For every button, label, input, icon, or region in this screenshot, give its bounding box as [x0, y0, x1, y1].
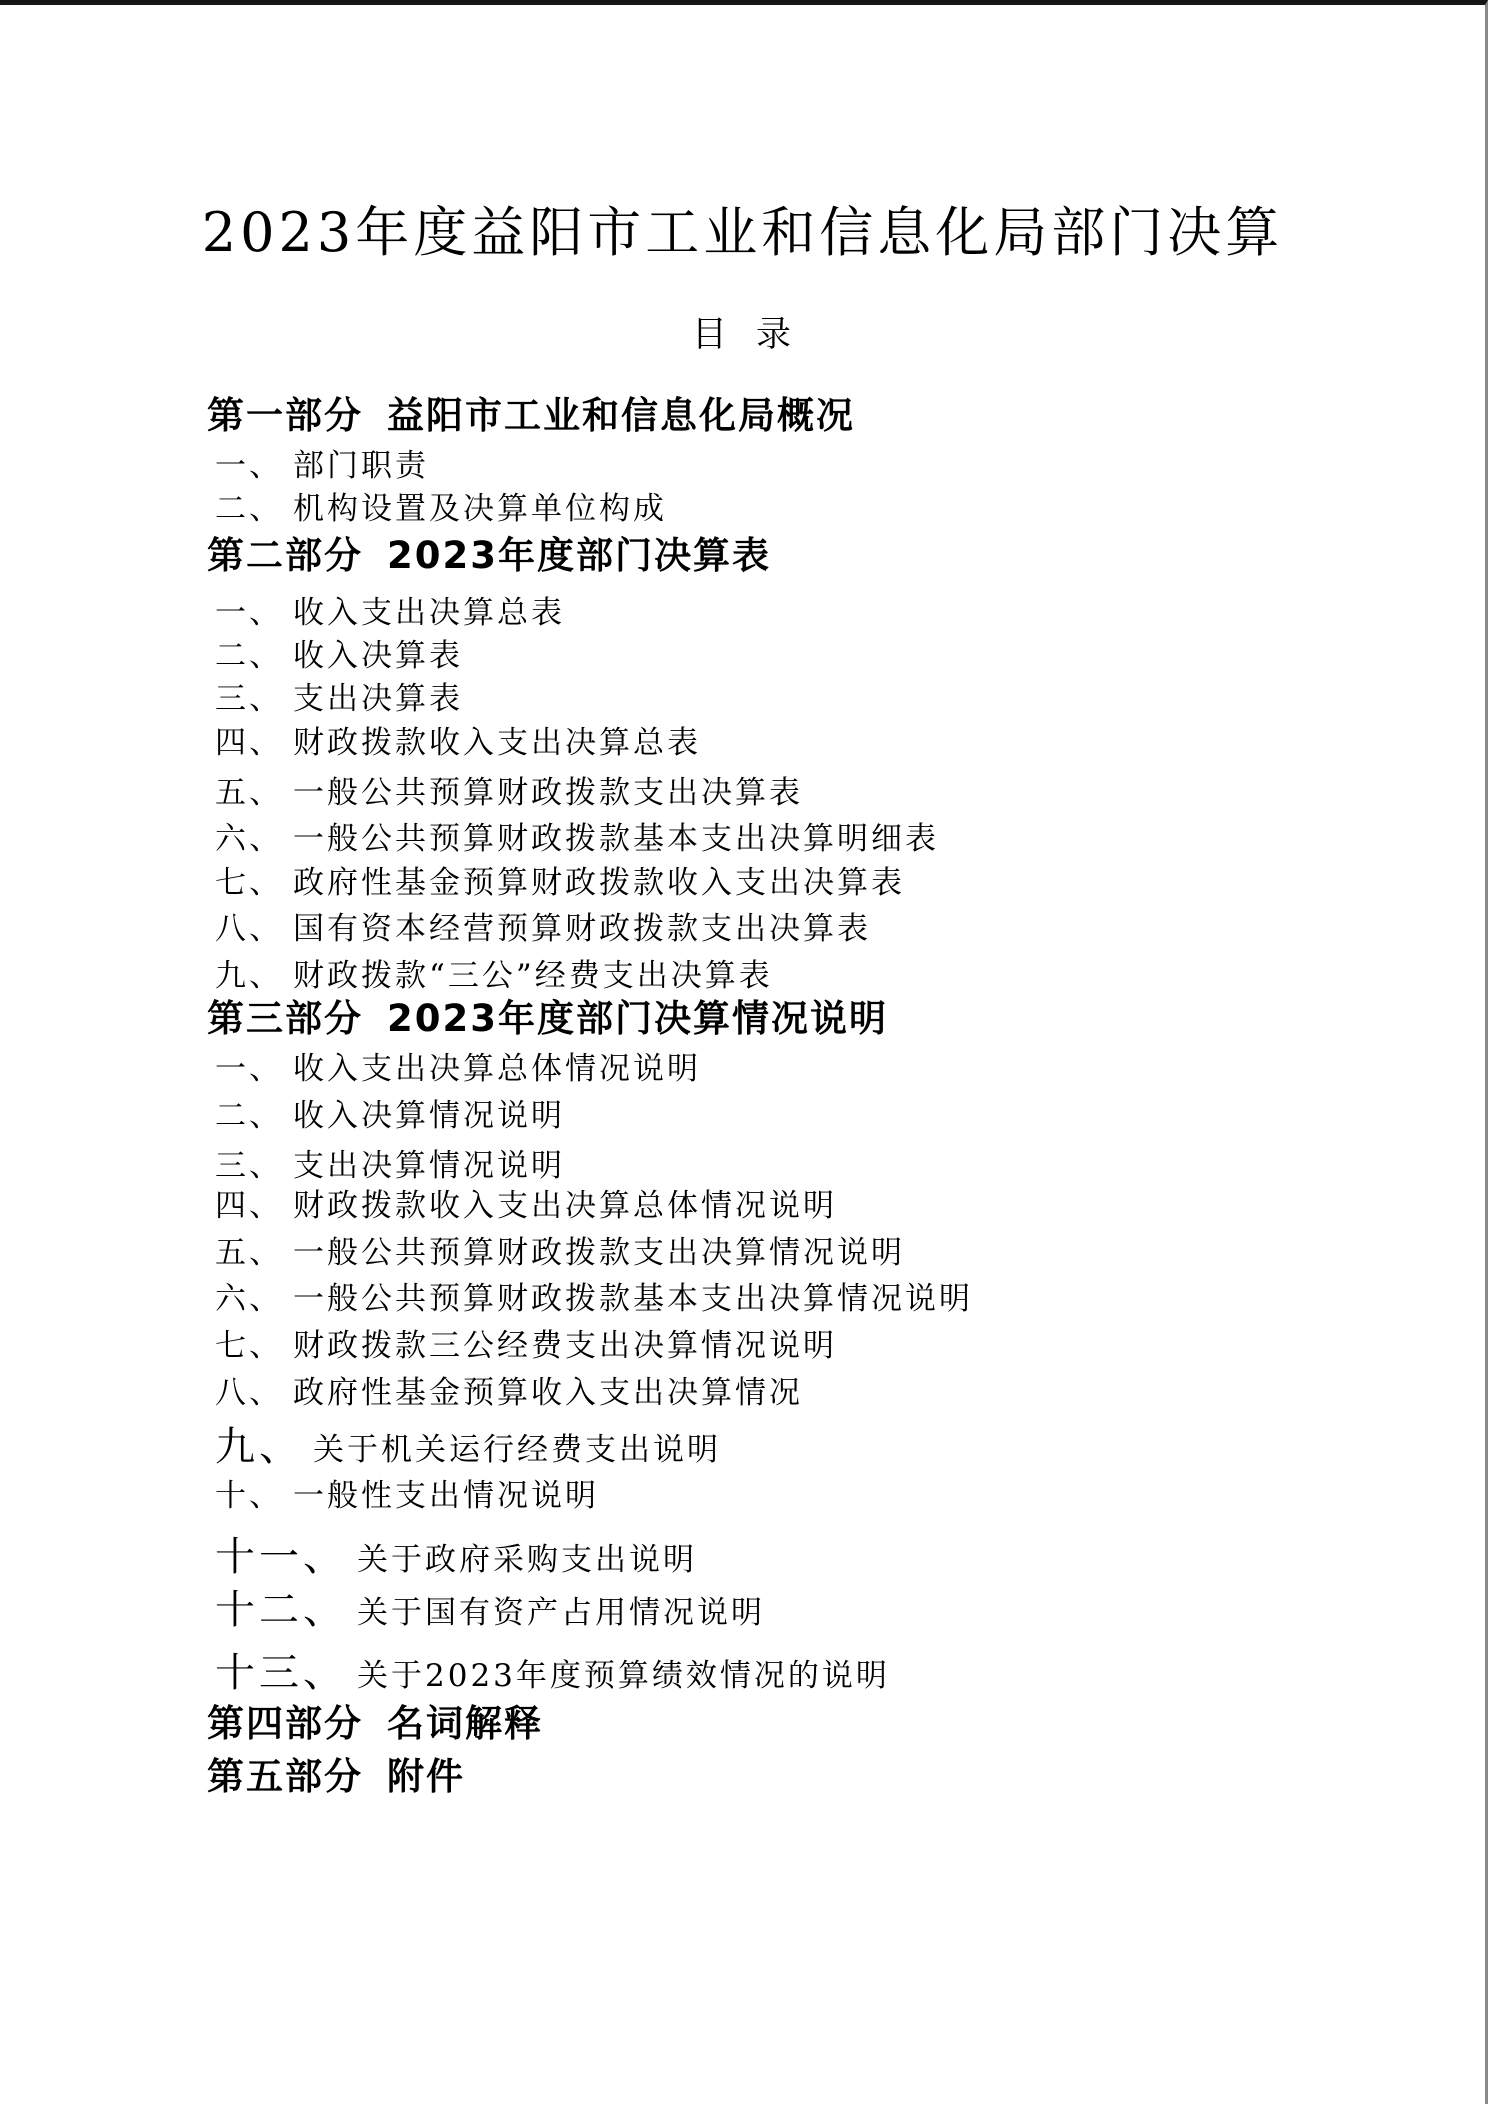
- toc-item: [215, 1367, 803, 1412]
- item-number: 十、: [215, 1478, 283, 1514]
- item-text: 关于国有资产占用情况说明: [357, 1595, 765, 1631]
- item-number: 七、: [215, 865, 283, 901]
- item-number: 四、: [215, 1188, 283, 1224]
- item-number: 二、: [215, 491, 283, 527]
- toc-item: [215, 1090, 565, 1135]
- toc-item: [215, 1470, 599, 1515]
- toc-item: [215, 813, 939, 858]
- part-heading-5: [207, 1746, 465, 1800]
- part-label: 第五部分: [207, 1755, 363, 1798]
- item-text: 关于2023年度预算绩效情况的说明: [357, 1658, 890, 1694]
- item-number: 一、: [215, 448, 283, 484]
- item-number: 五、: [215, 1235, 283, 1271]
- toc-item: [215, 587, 565, 632]
- item-text: 收入支出决算总表: [293, 595, 565, 631]
- toc-item: [215, 440, 429, 485]
- item-number: 七、: [215, 1328, 283, 1364]
- item-text: 财政拨款“三公”经费支出决算表: [293, 958, 773, 994]
- item-number: 二、: [215, 638, 283, 674]
- toc-item: [215, 717, 701, 762]
- item-number: 六、: [215, 1281, 283, 1317]
- toc-item: [215, 1525, 697, 1582]
- toc-item: [215, 483, 667, 528]
- part-heading-2: [207, 525, 771, 579]
- part-heading-4: [207, 1693, 543, 1747]
- toc-item: [215, 1043, 701, 1088]
- item-text: 关于政府采购支出说明: [357, 1542, 697, 1578]
- item-number: 九、: [215, 1424, 303, 1470]
- item-text: 部门职责: [293, 448, 429, 484]
- part-label: 第二部分: [207, 534, 363, 577]
- item-number: 九、: [215, 958, 283, 994]
- item-text: 支出决算表: [293, 681, 463, 717]
- toc-item: [215, 630, 463, 675]
- item-text: 收入支出决算总体情况说明: [293, 1051, 701, 1087]
- part-label: 第四部分: [207, 1702, 363, 1745]
- toc-item: [215, 673, 463, 718]
- toc-item: [215, 1180, 837, 1225]
- item-number: 八、: [215, 911, 283, 947]
- item-number: 一、: [215, 1051, 283, 1087]
- item-text: 关于机关运行经费支出说明: [313, 1432, 721, 1468]
- item-number: 六、: [215, 821, 283, 857]
- document-title: 2023年度益阳市工业和信息化局部门决算: [201, 201, 1284, 264]
- item-number: 一、: [215, 595, 283, 631]
- toc-item: [215, 903, 871, 948]
- part-title: 2023年度部门决算表: [387, 534, 771, 577]
- item-number: 十一、: [215, 1534, 347, 1580]
- toc-item: [215, 857, 905, 902]
- part-label: 第三部分: [207, 997, 363, 1040]
- toc-item: [215, 1320, 837, 1365]
- item-text: 一般公共预算财政拨款基本支出决算情况说明: [293, 1281, 973, 1317]
- item-number: 二、: [215, 1098, 283, 1134]
- item-text: 财政拨款收入支出决算总体情况说明: [293, 1188, 837, 1224]
- item-number: 四、: [215, 725, 283, 761]
- part-title: 2023年度部门决算情况说明: [387, 997, 888, 1040]
- toc-item: [215, 767, 803, 812]
- item-text: 国有资本经营预算财政拨款支出决算表: [293, 911, 871, 947]
- part-heading-1: [207, 385, 855, 439]
- toc-item: [215, 1140, 565, 1185]
- item-text: 机构设置及决算单位构成: [293, 491, 667, 527]
- item-text: 收入决算情况说明: [293, 1098, 565, 1134]
- item-text: 财政拨款收入支出决算总表: [293, 725, 701, 761]
- item-number: 八、: [215, 1375, 283, 1411]
- item-number: 三、: [215, 681, 283, 717]
- part-heading-3: [207, 988, 888, 1042]
- part-title: 附件: [387, 1755, 465, 1798]
- item-text: 政府性基金预算财政拨款收入支出决算表: [293, 865, 905, 901]
- item-text: 一般性支出情况说明: [293, 1478, 599, 1514]
- toc-item: [215, 1641, 890, 1698]
- item-text: 一般公共预算财政拨款支出决算情况说明: [293, 1235, 905, 1271]
- toc-item: [215, 1415, 721, 1472]
- part-title: 名词解释: [387, 1702, 543, 1745]
- item-text: 一般公共预算财政拨款基本支出决算明细表: [293, 821, 939, 857]
- item-text: 政府性基金预算收入支出决算情况: [293, 1375, 803, 1411]
- part-label: 第一部分: [207, 394, 363, 437]
- item-text: 收入决算表: [293, 638, 463, 674]
- item-number: 五、: [215, 775, 283, 811]
- toc-item: [215, 1273, 973, 1318]
- item-text: 支出决算情况说明: [293, 1148, 565, 1184]
- part-title: 益阳市工业和信息化局概况: [387, 394, 855, 437]
- item-number: 十三、: [215, 1650, 347, 1696]
- item-text: 一般公共预算财政拨款支出决算表: [293, 775, 803, 811]
- item-number: 三、: [215, 1148, 283, 1184]
- toc-item: [215, 1578, 765, 1635]
- toc-heading: 目 录: [691, 315, 794, 355]
- toc-item: [215, 1227, 905, 1272]
- item-number: 十二、: [215, 1587, 347, 1633]
- item-text: 财政拨款三公经费支出决算情况说明: [293, 1328, 837, 1364]
